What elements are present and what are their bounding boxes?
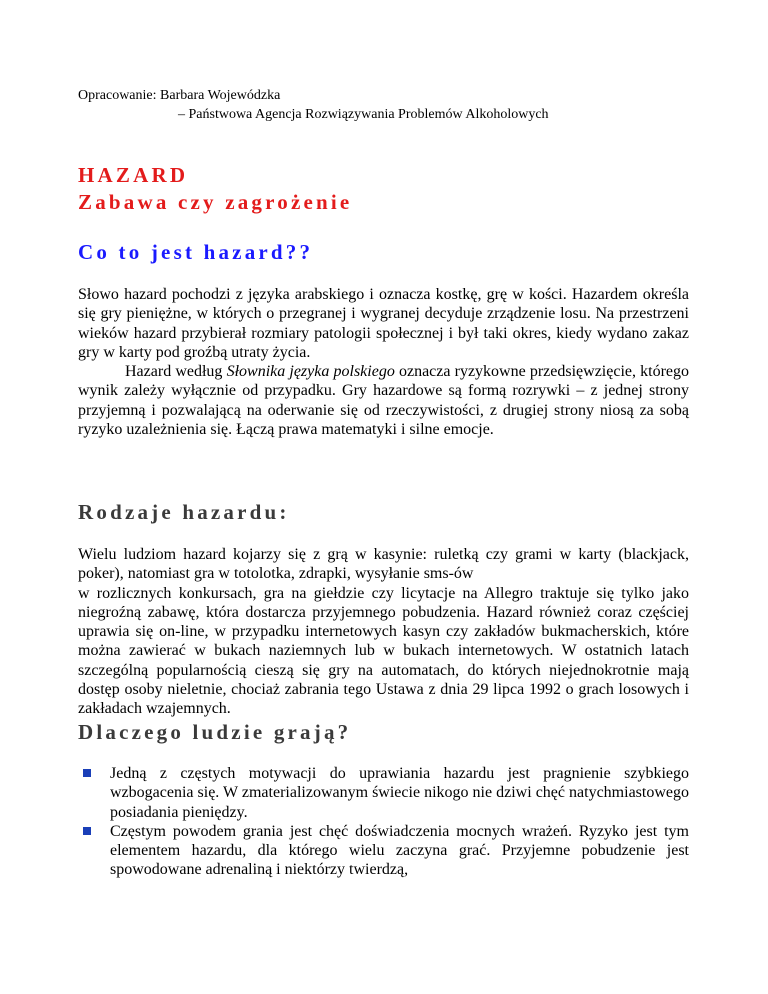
dictionary-title: Słownika języka polskiego	[226, 363, 395, 381]
paragraph-text: Słowo hazard pochodzi z języka arabskiego i oznacza kostkę, grę w kości. Hazardem określa się gry pieniężne, w których o przegranej i wygranej decyduje zrządzenie losu. Na przestrzeni wieków hazard przybierał rozmiary patologii społecznej i był taki okres, kiedy wydano zakaz gry w karty pod groźbą utraty życia.	[78, 286, 689, 361]
paragraph-text: Wielu ludziom hazard kojarzy się z grą w kasynie: ruletką czy grami w karty (blackjack, poker), natomiast gra w totolotka, zdrapki, wysyłanie sms-ów	[78, 546, 689, 583]
paragraph-text: oznacza ryzykowne przedsięwzięcie, którego wynik zależy wyłącznie od przypadku. Gry hazardowe są formą rozrywki – z jednej strony przyjemną i pozwalającą na oderwanie się od rzeczywistości, z drugiej strony niosą za sobą ryzyko uzależnienia się. Łączą prawa matematyki i silne emocje.	[78, 363, 690, 439]
list-item	[78, 822, 689, 880]
section-heading-types-of-gambling: Rodzaje hazardu:	[78, 500, 290, 524]
organization-line: – Państwowa Agencja Rozwiązywania Problemów Alkoholowych	[178, 107, 549, 122]
paragraph-text: Hazard według	[125, 363, 227, 381]
square-bullet-icon	[83, 769, 91, 777]
author-credit	[78, 86, 549, 124]
section1-paragraph	[78, 285, 689, 439]
list-item	[78, 764, 689, 822]
author-line: Opracowanie: Barbara Wojewódzka	[78, 88, 281, 103]
section-heading-what-is-gambling: Co to jest hazard??	[78, 240, 314, 264]
list-item-text: Jedną z częstych motywacji do uprawiania hazardu jest pragnienie szybkiego wzbogacenia się. W zmaterializowanym świecie nikogo nie dziwi chęć natychmiastowego posiadania pieniędzy.	[110, 765, 689, 821]
document-subtitle: Zabawa czy zagrożenie	[78, 190, 353, 214]
list-item-text: Częstym powodem grania jest chęć doświadczenia mocnych wrażeń. Ryzyko jest tym elementem hazardu, dla którego wielu zaczyna grać. Przyjemne pobudzenie jest spowodowane adrenaliną i niektórzy twierdzą,	[110, 822, 689, 879]
square-bullet-icon	[83, 827, 91, 835]
section-heading-why-people-gamble: Dlaczego ludzie grają?	[78, 720, 352, 744]
paragraph-text: w rozlicznych konkursach, gra na giełdzie czy licytacje na Allegro traktuje się tylko jako niegroźną zabawę, która dostarcza przyjemnego pobudzenia. Hazard również coraz częściej uprawia się on-line, w przypadku internetowych kasyn czy zakładów bukmacherskich, które można zawierać w bukach naziemnych lub w bukach internetowych. W ostatnich latach szczególną popularnością cieszą się gry na automatach, do których niejednokrotnie mają dostęp osoby nieletnie, chociaż zabrania tego Ustawa z dnia 29 lipca 1992 o grach losowych i zakładach wzajemnych.	[78, 584, 689, 718]
motivation-list	[78, 764, 689, 880]
document-title: HAZARD	[78, 163, 189, 187]
section2-paragraph	[78, 545, 689, 719]
